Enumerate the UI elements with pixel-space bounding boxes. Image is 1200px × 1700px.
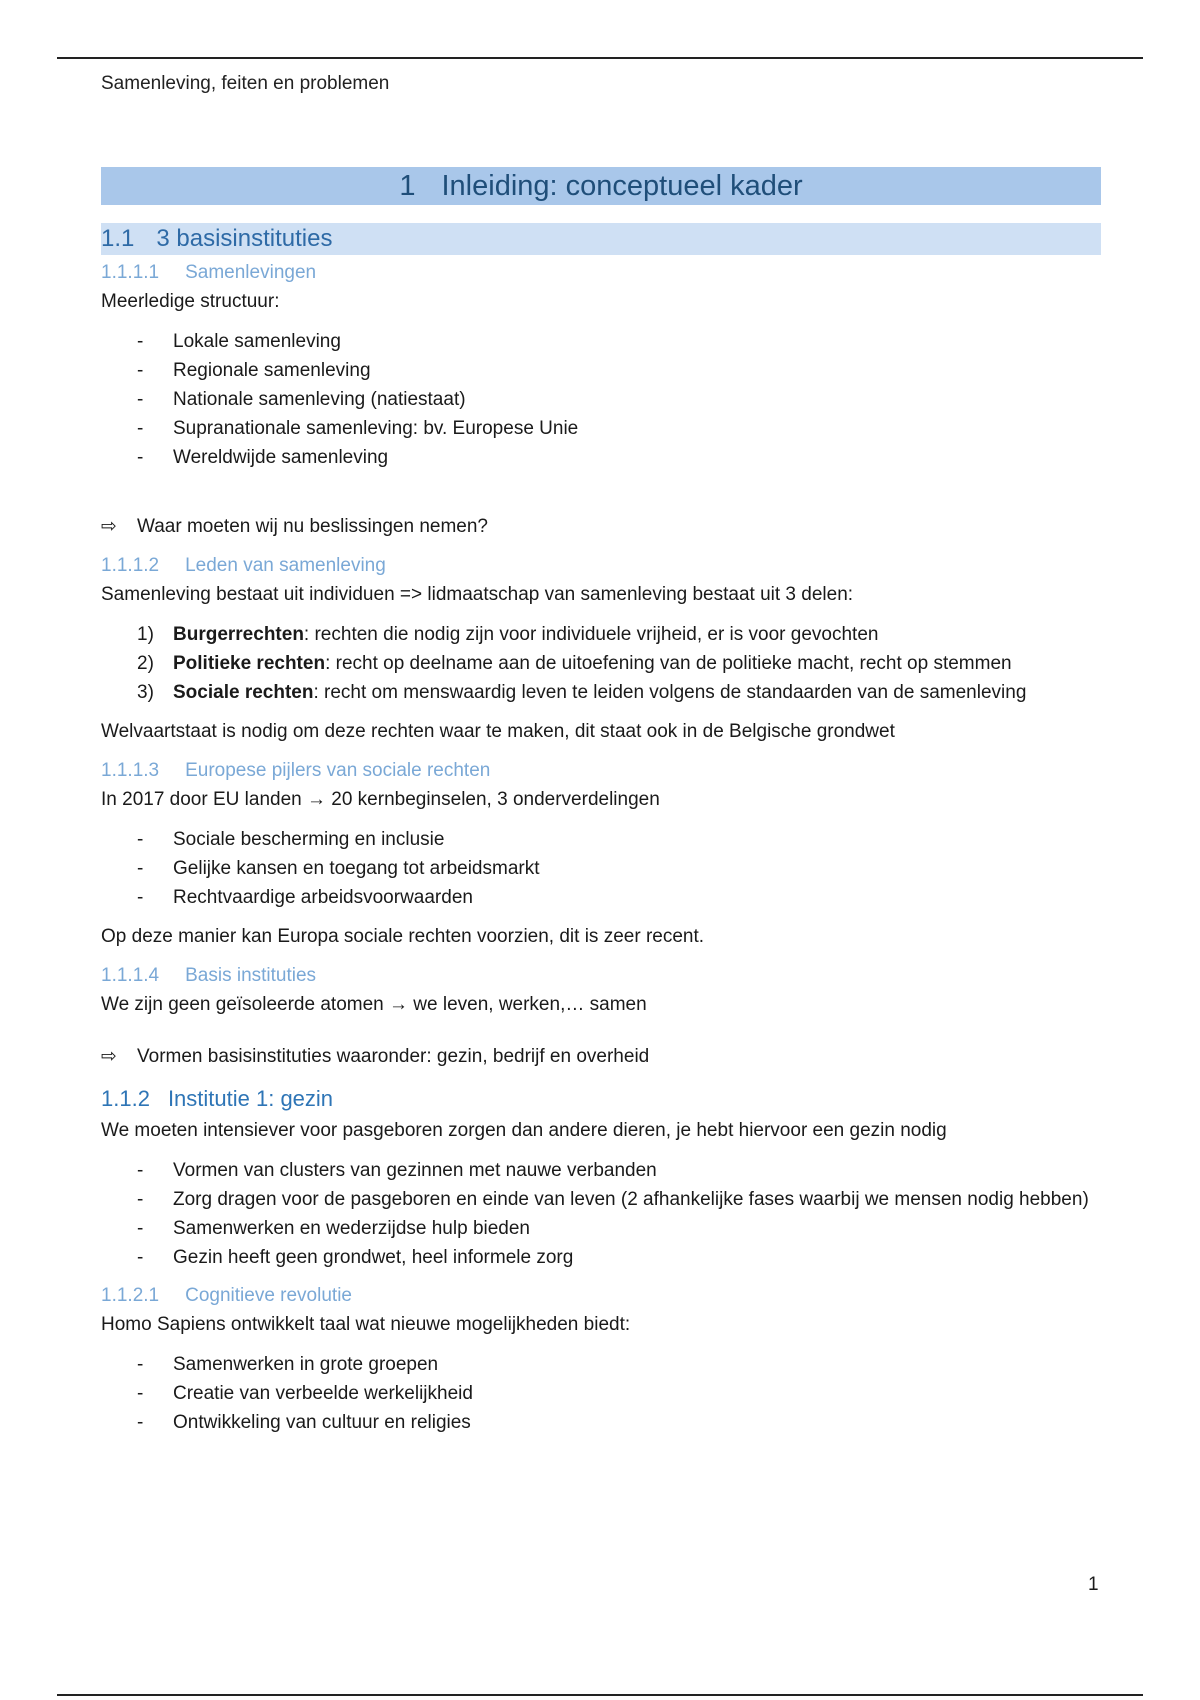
- conclusion-line: ⇨ Waar moeten wij nu beslissingen nemen?: [101, 512, 1101, 542]
- list-item: - Supranationale samenleving: bv. Europese Unie: [101, 414, 1101, 443]
- list-number: 2): [137, 653, 154, 674]
- arrow-icon: ⇨: [101, 1046, 117, 1067]
- dash-bullet: -: [137, 829, 144, 850]
- term: Burgerrechten: [173, 624, 304, 645]
- subsection-title: Europese pijlers van sociale rechten: [185, 760, 491, 781]
- dash-bullet: -: [137, 447, 144, 468]
- chapter-heading: [101, 167, 1101, 205]
- page-number: 1: [1088, 1574, 1099, 1595]
- dash-bullet: -: [137, 1160, 144, 1181]
- paragraph: We zijn geen geïsoleerde atomen → we leven, werken,… samen: [101, 994, 647, 1015]
- list-item: - Lokale samenleving: [101, 327, 1101, 356]
- list-item: - Ontwikkeling van cultuur en religies: [101, 1408, 1101, 1437]
- list-item: - Sociale bescherming en inclusie: [101, 825, 1101, 854]
- list-item: - Samenwerken en wederzijdse hulp bieden: [101, 1214, 1101, 1243]
- bullet-list: [101, 327, 1101, 472]
- bullet-list: [101, 1350, 1101, 1437]
- section-title: 3 basisinstituties: [156, 225, 333, 252]
- dash-bullet: -: [137, 887, 144, 908]
- list-item: - Regionale samenleving: [101, 356, 1101, 385]
- dash-bullet: -: [137, 1354, 144, 1375]
- subsection-heading-1-1-1-2: [101, 552, 1101, 580]
- paragraph: Welvaartstaat is nodig om deze rechten waar te maken, dit staat ook in de Belgische grondwet: [101, 721, 895, 742]
- dash-bullet: -: [137, 858, 144, 879]
- subsection-title: Cognitieve revolutie: [185, 1285, 352, 1306]
- list-item: - Nationale samenleving (natiestaat): [101, 385, 1101, 414]
- subsection-heading-1-1-1-1: [101, 259, 1101, 287]
- subsection-number: 1.1.1.4: [101, 965, 160, 986]
- list-item: 1) Burgerrechten: rechten die nodig zijn voor individuele vrijheid, er is voor gevochten: [101, 620, 1101, 649]
- arrow-icon: ⇨: [101, 516, 117, 537]
- subsection-heading-1-1-1-4: [101, 962, 1101, 990]
- dash-bullet: -: [137, 389, 144, 410]
- dash-bullet: -: [137, 1189, 144, 1210]
- list-item: - Gelijke kansen en toegang tot arbeidsmarkt: [101, 854, 1101, 883]
- section-title: Institutie 1: gezin: [167, 1086, 334, 1111]
- list-item: 3) Sociale rechten: recht om menswaardig leven te leiden volgens de standaarden van de samenleving: [101, 678, 1101, 707]
- list-item: - Samenwerken in grote groepen: [101, 1350, 1101, 1379]
- bottom-rule: [57, 1694, 1143, 1696]
- subsection-title: Samenlevingen: [185, 262, 317, 283]
- document-body: [101, 167, 1101, 1447]
- dash-bullet: -: [137, 360, 144, 381]
- term: Sociale rechten: [173, 682, 314, 703]
- paragraph: Samenleving bestaat uit individuen => lidmaatschap van samenleving bestaat uit 3 delen:: [101, 584, 854, 605]
- section-heading-1-1: [101, 223, 1101, 255]
- section-number: 1.1.2: [101, 1086, 150, 1111]
- chapter-number: 1: [399, 170, 416, 202]
- subsection-heading-1-1-1-3: [101, 757, 1101, 785]
- dash-bullet: -: [137, 1383, 144, 1404]
- subsection-heading-1-1-2-1: [101, 1282, 1101, 1310]
- list-item: - Wereldwijde samenleving: [101, 443, 1101, 472]
- bullet-list: [101, 825, 1101, 912]
- chapter-title: Inleiding: conceptueel kader: [441, 170, 803, 202]
- bullet-list: [101, 1156, 1101, 1272]
- dash-bullet: -: [137, 418, 144, 439]
- list-item: 2) Politieke rechten: recht op deelname aan de uitoefening van de politieke macht, recht op stemmen: [101, 649, 1101, 678]
- paragraph: Homo Sapiens ontwikkelt taal wat nieuwe mogelijkheden biedt:: [101, 1314, 631, 1335]
- dash-bullet: -: [137, 1247, 144, 1268]
- term: Politieke rechten: [173, 653, 326, 674]
- list-item: - Vormen van clusters van gezinnen met nauwe verbanden: [101, 1156, 1101, 1185]
- subsection-number: 1.1.2.1: [101, 1285, 160, 1306]
- list-item: - Zorg dragen voor de pasgeboren en einde van leven (2 afhankelijke fases waarbij we mensen nodig hebben): [101, 1185, 1101, 1214]
- numbered-list: [101, 620, 1101, 707]
- subsection-number: 1.1.1.2: [101, 555, 160, 576]
- list-number: 3): [137, 682, 154, 703]
- paragraph: Meerledige structuur:: [101, 291, 280, 312]
- paragraph: In 2017 door EU landen → 20 kernbeginselen, 3 onderverdelingen: [101, 789, 660, 810]
- subsection-number: 1.1.1.3: [101, 760, 160, 781]
- dash-bullet: -: [137, 1218, 144, 1239]
- subsection-number: 1.1.1.1: [101, 262, 160, 283]
- list-number: 1): [137, 624, 154, 645]
- subsection-title: Leden van samenleving: [185, 555, 386, 576]
- section-heading-1-1-2: [101, 1084, 1101, 1114]
- list-item: - Gezin heeft geen grondwet, heel informele zorg: [101, 1243, 1101, 1272]
- top-rule: [57, 57, 1143, 59]
- section-number: 1.1: [101, 225, 135, 252]
- dash-bullet: -: [137, 331, 144, 352]
- conclusion-line: ⇨ Vormen basisinstituties waaronder: gezin, bedrijf en overheid: [101, 1042, 1101, 1072]
- subsection-title: Basis instituties: [185, 965, 317, 986]
- paragraph: Op deze manier kan Europa sociale rechten voorzien, dit is zeer recent.: [101, 926, 705, 947]
- list-item: - Creatie van verbeelde werkelijkheid: [101, 1379, 1101, 1408]
- dash-bullet: -: [137, 1412, 144, 1433]
- list-item: - Rechtvaardige arbeidsvoorwaarden: [101, 883, 1101, 912]
- running-header: Samenleving, feiten en problemen: [101, 73, 390, 94]
- paragraph: We moeten intensiever voor pasgeboren zorgen dan andere dieren, je hebt hiervoor een gezin nodig: [101, 1120, 947, 1141]
